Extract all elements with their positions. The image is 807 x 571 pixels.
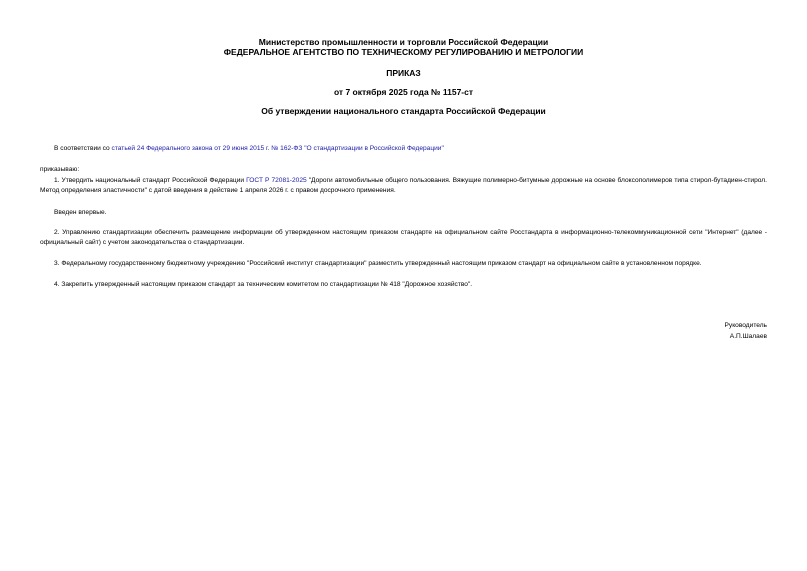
order-word: приказываю: [40, 166, 80, 173]
first-time-note: Введен впервые. [54, 209, 107, 216]
signature-name: А.П.Шалаев [729, 333, 767, 340]
agency-title: ФЕДЕРАЛЬНОЕ АГЕНТСТВО ПО ТЕХНИЧЕСКОМУ РЕГУЛИРОВАНИЮ И МЕТРОЛОГИИ [223, 47, 584, 57]
item-4: 4. Закрепить утвержденный настоящим приказом стандарт за техническим комитетом по стандартизации № 418 "Дорожное хозяйство". [54, 281, 473, 288]
law-link[interactable]: статьей 24 Федерального закона от 29 июня 2015 г. № 162-ФЗ "О стандартизации в Российской Федерации" [111, 145, 444, 152]
item-1-suffix: "Дороги автомобильные общего пользования. Вяжущие полимерно-битумные дорожные на основе блоксополимеров типа стирол-бутадиен-стирол. Метод определения эластичности" с датой введения в действие 1 апреля 2026 г. с правом досрочного применения. [40, 177, 767, 194]
preamble-text: В соответствии со [54, 145, 112, 152]
document-subject: Об утверждении национального стандарта Российской Федерации [261, 106, 546, 116]
signature-title: Руководитель [724, 322, 767, 329]
gost-link[interactable]: ГОСТ Р 72081-2025 [246, 177, 307, 184]
preamble [54, 144, 444, 154]
document-date-number: от 7 октября 2025 года № 1157-ст [333, 87, 474, 97]
item-2: 2. Управлению стандартизации обеспечить размещение информации об утвержденном настоящим приказом стандарте на официальном сайте Росстандарта в информационно-телекоммуникационной сети "Интернет" (далее - официальный сайт) с учетом законодательства о стандартизации. [40, 229, 767, 246]
item-1-prefix: 1. Утвердить национальный стандарт Российской Федерации [54, 177, 247, 184]
document-type: ПРИКАЗ [386, 68, 421, 78]
ministry-title: Министерство промышленности и торговли Российской Федерации [258, 37, 549, 47]
item-1 [40, 176, 767, 195]
item-3: 3. Федеральному государственному бюджетному учреждению "Российский институт стандартизации" разместить утвержденный настоящим приказом стандарт на официальном сайте в установленном порядке. [54, 260, 702, 267]
